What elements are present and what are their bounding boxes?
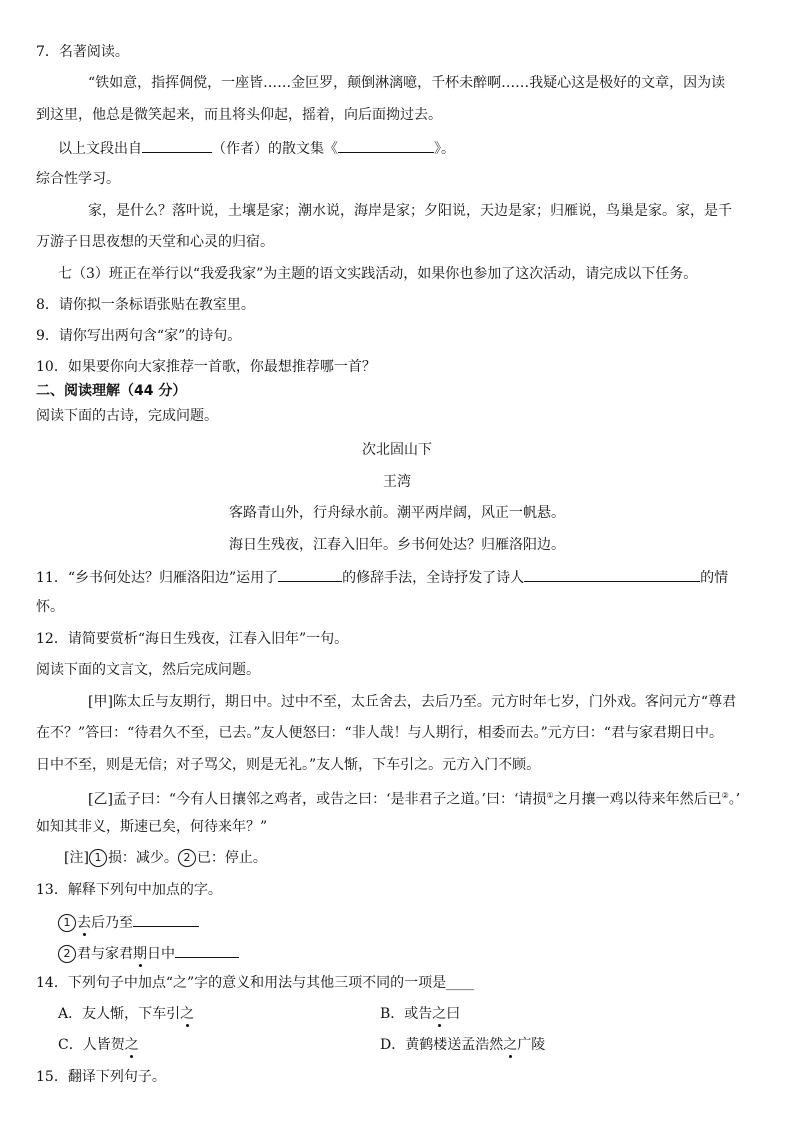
dotted-char: 之 [432, 1006, 447, 1022]
q7-fill-line [58, 137, 455, 159]
q8: 8．请你拟一条标语张贴在教室里。 [36, 297, 255, 313]
dotted-char: 之 [503, 1037, 518, 1053]
option-a-text: A．友人惭，下车引 [58, 1006, 181, 1022]
q14-option-a[interactable] [58, 1004, 194, 1024]
q12: 12．请简要赏析“海日生残夜，江春入旧年”一句。 [36, 631, 349, 647]
comp-title: 综合性学习。 [36, 171, 120, 187]
book-answer-blank[interactable] [338, 137, 434, 153]
q13-stem: 13．解释下列句中加点的字。 [36, 882, 222, 898]
q10: 10．如果要你向大家推荐一首歌，你最想推荐哪一首？ [36, 359, 376, 375]
option-d-text-end: 广陵 [517, 1037, 546, 1053]
q14-stem: 14．下列句子中加点“之”字的意义和用法与其他三项不同的一项是____ [36, 975, 475, 991]
emotion-answer-blank[interactable] [524, 566, 700, 582]
q11-line1 [36, 566, 728, 588]
yi-text-c: 。’ [728, 791, 741, 808]
q7-quote-line2: 到这里，他总是微笑起来，而且将头仰起，摇着，向后面拗过去。 [36, 107, 442, 123]
q13-item1-answer-blank[interactable] [133, 911, 199, 927]
dotted-char: 期 [133, 946, 147, 962]
option-b-text: B．或告 [380, 1006, 433, 1022]
q15: 15．翻译下列句子。 [36, 1069, 166, 1085]
q13-item2-answer-blank[interactable] [175, 942, 239, 958]
q11-line2: 怀。 [36, 599, 64, 615]
yi-line2: 如知其非义，斯速已矣，何待来年？” [36, 819, 268, 835]
q13-item1-number: 1 [58, 914, 76, 932]
option-b-text-end: 曰 [446, 1006, 461, 1022]
comp-paragraph-line1: 家，是什么？落叶说，土壤是家；潮水说，海岸是家；夕阳说，天边是家；归雁说，鸟巢是家。家，是千 [88, 203, 732, 219]
jia-line1: [甲]陈太丘与友期行，期日中。过中不至，太丘舍去，去后乃至。元方时年七岁，门外戏。客问元方“尊君 [88, 694, 737, 710]
note-number-2: 2 [178, 849, 196, 867]
yi-text-b: 之月攘一鸡以待来年然后已 [553, 791, 722, 808]
jia-line3: 日中不至，则是无信；对子骂父，则是无礼。”友人惭，下车引之。元方入门不顾。 [36, 757, 541, 773]
footnote-marker-1: ① [546, 791, 554, 800]
q13-item2 [58, 942, 239, 964]
note-1-text: 损：减少。 [107, 850, 178, 866]
q9: 9．请你写出两句含“家”的诗句。 [36, 328, 242, 344]
poem-line2: 海日生残夜，江春入旧年。乡书何处达？归雁洛阳边。 [229, 537, 565, 553]
q13-item2-text-b: 日中 [147, 946, 175, 962]
q11-text-a: 11．“乡书何处达？归雁洛阳边”运用了 [36, 570, 279, 586]
note-2-text: 已：停止。 [196, 850, 267, 866]
yi-text-a: [乙]孟子曰：“今有人日攘邻之鸡者，或告之曰：‘是非君子之道。’曰：‘请损 [88, 791, 547, 808]
poem-title: 次北固山下 [362, 442, 432, 458]
q7-fill-text-b: （作者）的散文集《 [212, 141, 338, 157]
notes-line [64, 848, 267, 868]
rhetoric-answer-blank[interactable] [278, 566, 342, 582]
jia-line2: 在不？”答曰：“待君久不至，已去。”友人便怒曰：“非人哉！与人期行，相委而去。”元方曰：“君与家君期日中。 [36, 725, 723, 741]
dotted-char: 之 [124, 1037, 139, 1053]
wenyan-intro: 阅读下面的文言文，然后完成问题。 [36, 662, 260, 678]
yi-line1 [88, 786, 740, 810]
q7-quote-line1: “铁如意，指挥倜傥，一座皆……金叵罗，颠倒淋漓噫，千杯未醉啊……我疑心这是极好的文章，因为读 [88, 75, 726, 91]
author-answer-blank[interactable] [142, 137, 212, 153]
q7-fill-text-c: 》。 [434, 141, 455, 157]
q11-text-c: 的情 [700, 570, 729, 586]
poem-line1: 客路青山外，行舟绿水前。潮平两岸阔，风正一帆悬。 [229, 505, 565, 521]
option-c-text: C．人皆贺 [58, 1037, 125, 1053]
comp-task-intro: 七（3）班正在举行以“我爱我家”为主题的语文实践活动，如果你也参加了这次活动，请完成以下任务。 [58, 266, 698, 282]
poem-author: 王湾 [383, 474, 411, 490]
section2-intro: 阅读下面的古诗，完成问题。 [36, 408, 218, 424]
footnote-marker-2: ② [721, 791, 729, 800]
option-d-text: D．黄鹤楼送孟浩然 [380, 1037, 504, 1053]
q13-item2-number: 2 [58, 945, 76, 963]
q7-title: 7．名著阅读。 [36, 44, 129, 60]
note-number-1: 1 [89, 849, 107, 867]
q13-item1 [58, 911, 199, 933]
dotted-char: 去 [77, 915, 91, 931]
q11-text-b: 的修辞手法，全诗抒发了诗人 [342, 570, 525, 586]
q14-option-c[interactable] [58, 1035, 139, 1055]
note-label: [注] [64, 850, 89, 866]
q7-fill-text-a: 以上文段出自 [58, 141, 142, 157]
q13-item1-text: 后乃至 [91, 915, 133, 931]
section2-heading: 二、阅读理解（44 分） [36, 383, 187, 399]
dotted-char: 之 [180, 1006, 195, 1022]
q14-option-b[interactable] [380, 1004, 460, 1024]
comp-paragraph-line2: 万游子日思夜想的天堂和心灵的归宿。 [36, 234, 274, 250]
q14-option-d[interactable] [380, 1035, 545, 1055]
q13-item2-text-a: 君与家君 [77, 946, 133, 962]
